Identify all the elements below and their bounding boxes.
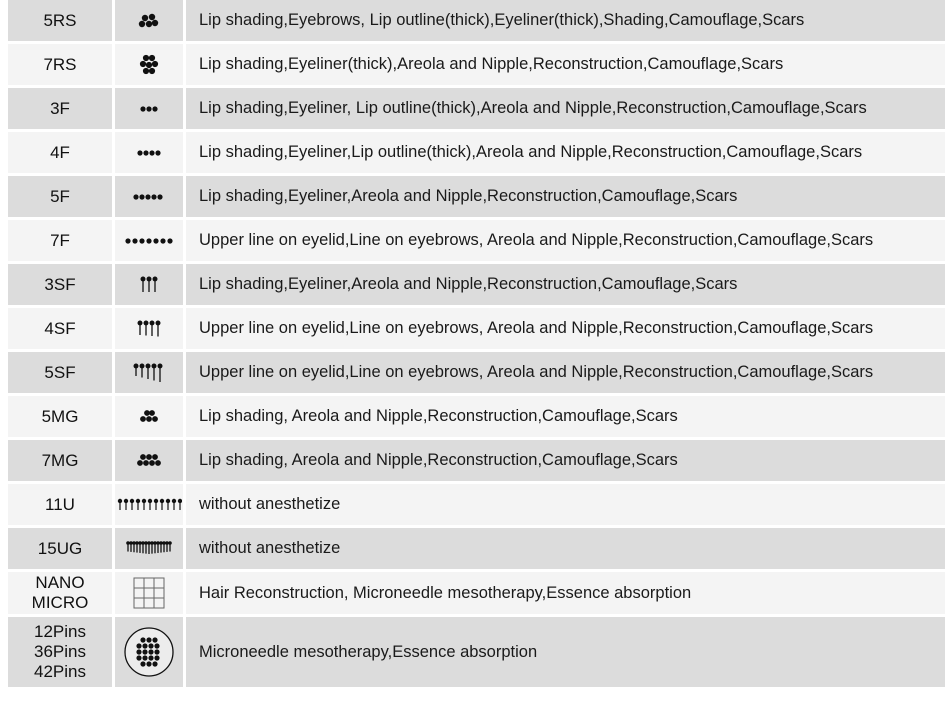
needle-usage: Lip shading,Eyeliner,Areola and Nipple,Reconstruction,Camouflage,Scars <box>186 176 945 217</box>
needle-usage: without anesthetize <box>186 528 945 569</box>
needle-usage: without anesthetize <box>186 484 945 525</box>
needle-code: 15UG <box>8 528 112 569</box>
needle-usage: Lip shading, Areola and Nipple,Reconstruction,Camouflage,Scars <box>186 440 945 481</box>
table-row <box>8 617 945 687</box>
needle-usage: Lip shading,Eyeliner(thick),Areola and Nipple,Reconstruction,Camouflage,Scars <box>186 44 945 85</box>
table-row <box>8 396 945 437</box>
flat-4-icon <box>115 132 183 173</box>
slope-flat-4-icon <box>115 308 183 349</box>
needle-code: 7MG <box>8 440 112 481</box>
table-row <box>8 572 945 614</box>
needle-usage: Lip shading, Areola and Nipple,Reconstruction,Camouflage,Scars <box>186 396 945 437</box>
slope-flat-3-icon <box>115 264 183 305</box>
table-row <box>8 484 945 525</box>
table-row <box>8 352 945 393</box>
needle-usage: Lip shading,Eyeliner, Lip outline(thick),Areola and Nipple,Reconstruction,Camouflage,Scars <box>186 88 945 129</box>
magnum-5-icon <box>115 396 183 437</box>
needle-code: 7RS <box>8 44 112 85</box>
table-row <box>8 176 945 217</box>
table-row <box>8 220 945 261</box>
flat-7-icon <box>115 220 183 261</box>
needle-code: 4SF <box>8 308 112 349</box>
table-row <box>8 88 945 129</box>
needle-usage: Lip shading,Eyeliner,Lip outline(thick),Areola and Nipple,Reconstruction,Camouflage,Scars <box>186 132 945 173</box>
needle-usage: Upper line on eyelid,Line on eyebrows, Areola and Nipple,Reconstruction,Camouflage,Scars <box>186 220 945 261</box>
table-row <box>8 44 945 85</box>
needle-code: 5MG <box>8 396 112 437</box>
needle-usage: Lip shading,Eyebrows, Lip outline(thick),Eyeliner(thick),Shading,Camouflage,Scars <box>186 0 945 41</box>
nano-grid-icon <box>115 572 183 614</box>
needle-code: 3F <box>8 88 112 129</box>
slope-flat-5-icon <box>115 352 183 393</box>
table-row <box>8 440 945 481</box>
round-shader-7-icon <box>115 44 183 85</box>
u-shape-11-icon <box>115 484 183 525</box>
round-shader-5-icon <box>115 0 183 41</box>
needle-usage: Microneedle mesotherapy,Essence absorption <box>186 617 945 687</box>
needle-code: 5RS <box>8 0 112 41</box>
multi-pin-circle-icon <box>115 617 183 687</box>
needle-code: 12Pins 36Pins 42Pins <box>8 617 112 687</box>
needle-code: 11U <box>8 484 112 525</box>
needle-usage: Hair Reconstruction, Microneedle mesotherapy,Essence absorption <box>186 572 945 614</box>
needle-code: 3SF <box>8 264 112 305</box>
table-row <box>8 308 945 349</box>
table-row <box>8 264 945 305</box>
needle-code: NANO MICRO <box>8 572 112 614</box>
flat-5-icon <box>115 176 183 217</box>
needle-table <box>8 0 945 690</box>
needle-code: 7F <box>8 220 112 261</box>
magnum-7-icon <box>115 440 183 481</box>
needle-usage: Upper line on eyelid,Line on eyebrows, Areola and Nipple,Reconstruction,Camouflage,Scars <box>186 308 945 349</box>
needle-usage: Lip shading,Eyeliner,Areola and Nipple,Reconstruction,Camouflage,Scars <box>186 264 945 305</box>
needle-code: 5SF <box>8 352 112 393</box>
table-row <box>8 132 945 173</box>
table-row <box>8 528 945 569</box>
needle-usage: Upper line on eyelid,Line on eyebrows, Areola and Nipple,Reconstruction,Camouflage,Scars <box>186 352 945 393</box>
flat-3-icon <box>115 88 183 129</box>
u-shape-15-icon <box>115 528 183 569</box>
needle-code: 5F <box>8 176 112 217</box>
needle-code: 4F <box>8 132 112 173</box>
table-row <box>8 0 945 41</box>
